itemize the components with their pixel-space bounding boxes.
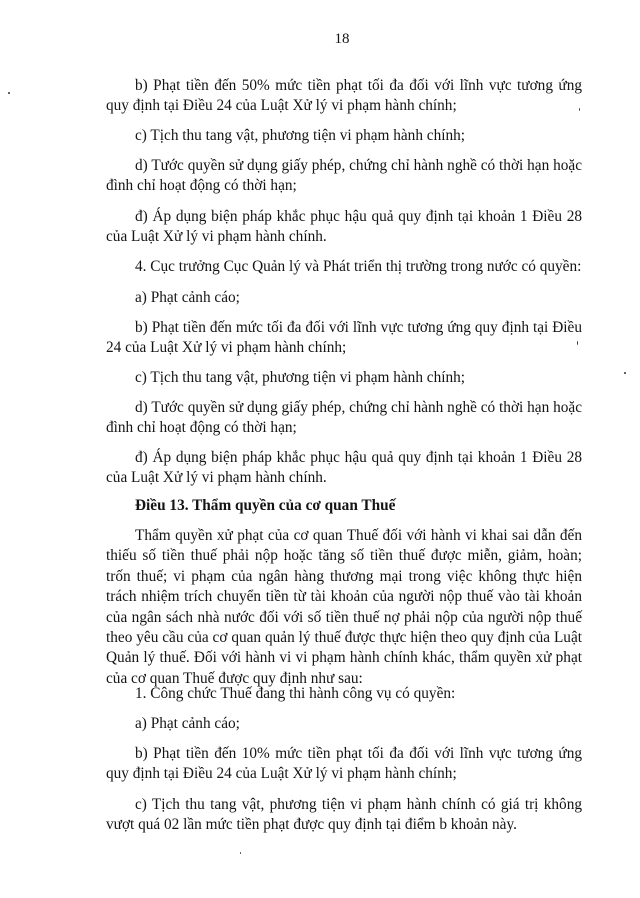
paragraph-3b: b) Phạt tiền đến 50% mức tiền phạt tối đa đối với lĩnh vực tương ứng quy định tại Điều 24 của Luật Xử lý vi phạm hành chính; [106, 77, 582, 114]
scan-speck [240, 852, 241, 854]
article-intro: Thẩm quyền xử phạt của cơ quan Thuế đối với hành vi khai sai dẫn đến thiếu số tiền thuế phải nộp hoặc tăng số tiền thuế được miễn, giảm, hoàn; trốn thuế; vi phạm của ngân hàng thương mại trong việc không thực hiện trách nhiệm trích chuyển tiền từ tài khoản của người nộp thuế vào tài khoản của ngân sách nhà nước đối với số tiền thuế nợ phải nộp của người nộp thuế theo yêu cầu của cơ quan quản lý thuế được thực hiện theo quy định của Luật Quản lý thuế. Đối với hành vi vi phạm hành chính khác, thẩm quyền xử phạt của cơ quan Thuế được quy định như sau: [106, 527, 582, 687]
scan-speck [624, 372, 626, 374]
paragraph-4dd: đ) Áp dụng biện pháp khắc phục hậu quả quy định tại khoản 1 Điều 28 của Luật Xử lý vi phạm hành chính. [106, 449, 582, 486]
paragraph-4b: b) Phạt tiền đến mức tối đa đối với lĩnh vực tương ứng quy định tại Điều 24 của Luật Xử lý vi phạm hành chính; [106, 319, 582, 356]
scan-speck [579, 108, 580, 111]
article-heading: Điều 13. Thẩm quyền của cơ quan Thuế [135, 497, 396, 514]
paragraph-13-1a: a) Phạt cảnh cáo; [135, 715, 240, 732]
paragraph-4: 4. Cục trưởng Cục Quản lý và Phát triển thị trường trong nước có quyền: [135, 258, 582, 275]
paragraph-3dd: đ) Áp dụng biện pháp khắc phục hậu quả quy định tại khoản 1 Điều 28 của Luật Xử lý vi phạm hành chính. [106, 208, 582, 245]
paragraph-13-1: 1. Công chức Thuế đang thi hành công vụ có quyền: [135, 685, 456, 702]
paragraph-3c: c) Tịch thu tang vật, phương tiện vi phạm hành chính; [135, 127, 466, 144]
paragraph-3d: d) Tước quyền sử dụng giấy phép, chứng chỉ hành nghề có thời hạn hoặc đình chỉ hoạt động có thời hạn; [106, 157, 582, 194]
paragraph-4c: c) Tịch thu tang vật, phương tiện vi phạm hành chính; [135, 369, 466, 386]
scan-speck [8, 92, 10, 94]
paragraph-4d: d) Tước quyền sử dụng giấy phép, chứng chỉ hành nghề có thời hạn hoặc đình chỉ hoạt động có thời hạn; [106, 399, 582, 436]
paragraph-13-1b: b) Phạt tiền đến 10% mức tiền phạt tối đa đối với lĩnh vực tương ứng quy định tại Điều 24 của Luật Xử lý vi phạm hành chính; [106, 745, 582, 782]
scan-speck [577, 341, 578, 345]
page-number: 18 [334, 31, 350, 47]
paragraph-4a: a) Phạt cảnh cáo; [135, 289, 240, 306]
paragraph-13-1c: c) Tịch thu tang vật, phương tiện vi phạm hành chính có giá trị không vượt quá 02 lần mức tiền phạt được quy định tại điểm b khoản này. [106, 796, 582, 833]
